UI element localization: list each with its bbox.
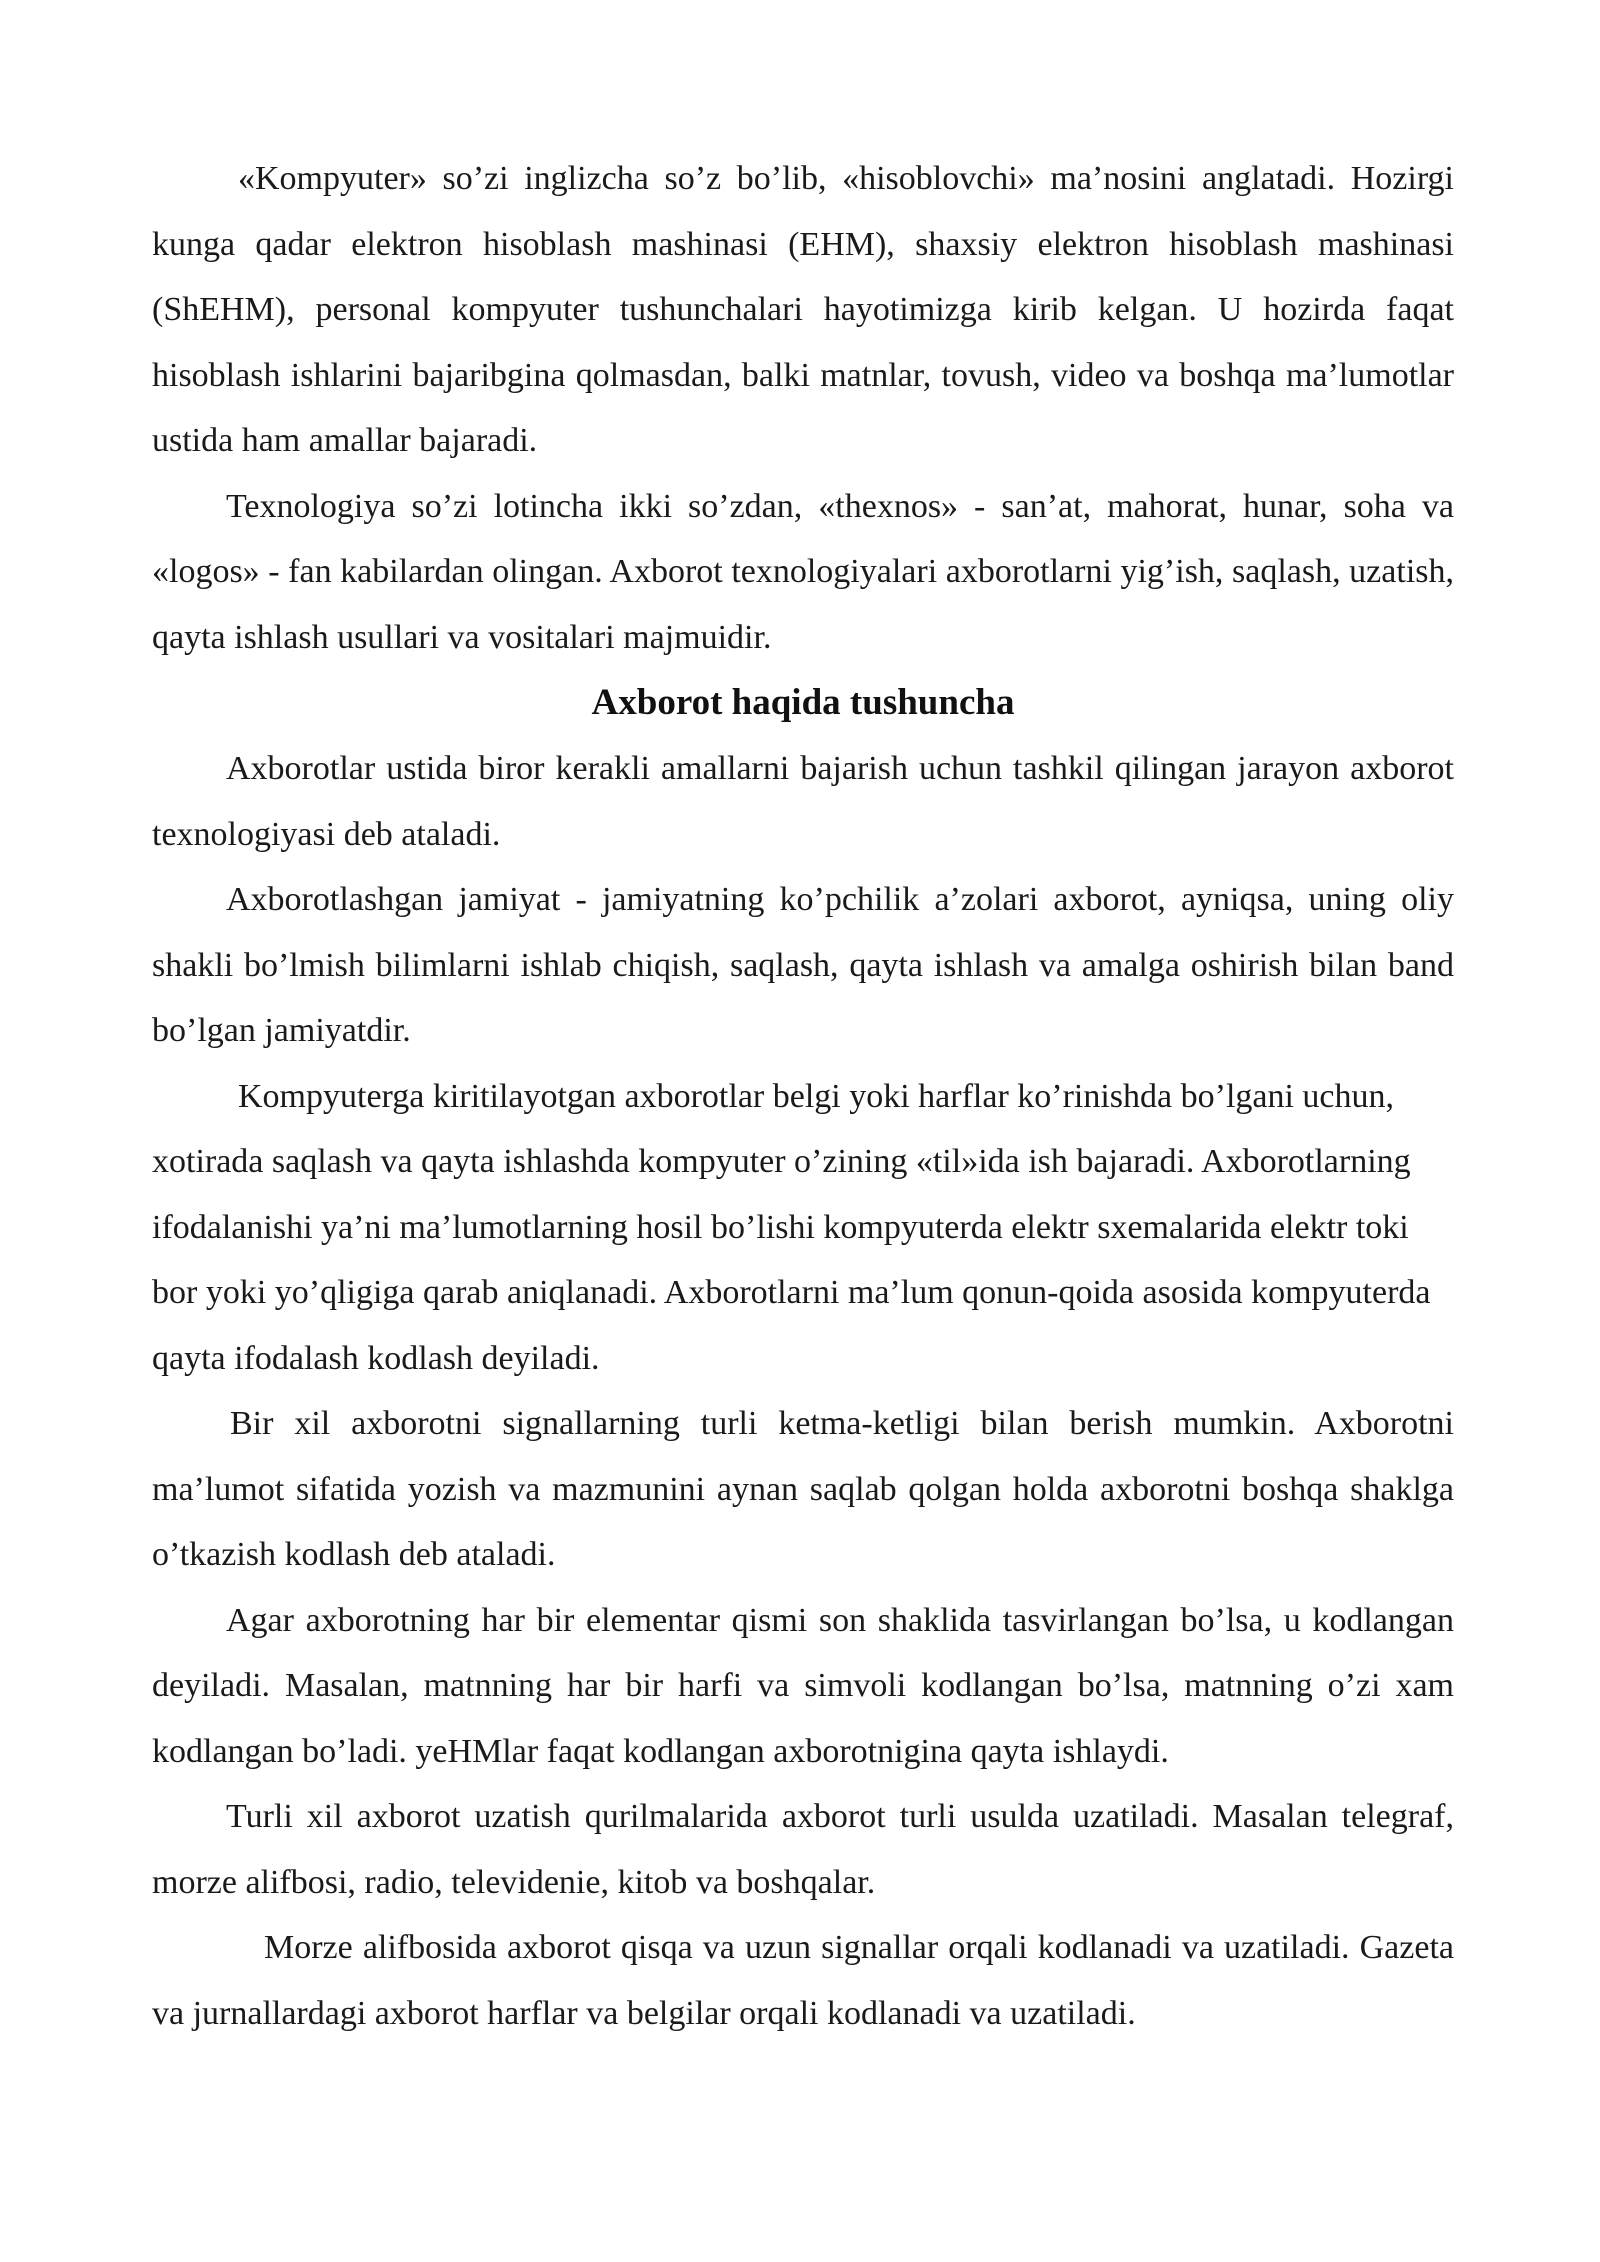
paragraph-kompyuter-definition: «Kompyuter» so’zi inglizcha so’z bo’lib, «hisoblovchi» ma’nosini anglatadi. Hozirgi kunga qadar elektron hisoblash mashinasi (EHM), shaxsiy elektron hisoblash mashinasi (ShEHM), personal kompyuter tushunchalari hayotimizga kirib kelgan. U hozirda faqat hisoblash ishlarini bajaribgina qolmasdan, balki matnlar, tovush, video va boshqa ma’lumotlar ustida ham amallar bajaradi. [152,160,1454,459]
paragraph-kodlash: Bir xil axborotni signallarning turli ketma-ketligi bilan berish mumkin. Axborotni ma’lumot sifatida yozish va mazmunini aynan saqlab qolgan holda axborotni boshqa shaklga o’tkazish kodlash deb ataladi. [152,1405,1454,1573]
paragraph-kodlangan: Agar axborotning har bir elementar qismi son shaklida tasvirlangan bo’lsa, u kodlangan deyiladi. Masalan, matnning har bir harfi va simvoli kodlangan bo’lsa, matnning o’zi xam kodlangan bo’ladi. yeHMlar faqat kodlangan axborotnigina qayta ishlaydi. [152,1601,1454,1770]
paragraph-uzatish-qurilmalari: Turli xil axborot uzatish qurilmalarida axborot turli usulda uzatiladi. Masalan telegraf, morze alifbosi, radio, televidenie, kitob va boshqalar. [152,1798,1454,1901]
document-body [152,146,1454,2046]
paragraph-morze: Morze alifbosida axborot qisqa va uzun signallar orqali kodlanadi va uzatiladi. Gazeta va jurnallardagi axborot harflar va belgilar orqali kodlanadi va uzatiladi. [152,1929,1454,2032]
section-heading: Axborot haqida tushuncha [591,682,1015,723]
paragraph-axborot-texnologiyasi: Axborotlar ustida biror kerakli amallarni bajarish uchun tashkil qilingan jarayon axborot texnologiyasi deb ataladi. [152,750,1454,853]
paragraph-axborotlashgan-jamiyat: Axborotlashgan jamiyat - jamiyatning ko’pchilik a’zolari axborot, ayniqsa, uning oliy shakli bo’lmish bilimlarni ishlab chiqish, saqlash, qayta ishlash va amalga oshirish bilan band bo’lgan jamiyatdir. [152,881,1454,1049]
paragraph-kompyuter-til: Kompyuterga kiritilayotgan axborotlar belgi yoki harflar ko’rinishda bo’lgani uchun, xotirada saqlash va qayta ishlashda kompyuter o’zining «til»ida ish bajaradi. Axborotlarning ifodalanishi ya’ni ma’lumotlarning hosil bo’lishi kompyuterda elektr sxemalarida elektr toki bor yoki yo’qligiga qarab aniqlanadi. Axborotlarni ma’lum qonun-qoida asosida kompyuterda qayta ifodalash kodlash deyiladi. [152,1077,1431,1377]
paragraph-texnologiya-definition: Texnologiya so’zi lotincha ikki so’zdan, «thexnos» - san’at, mahorat, hunar, soha va «logos» - fan kabilardan olingan. Axborot texnologiyalari axborotlarni yig’ish, saqlash, uzatish, qayta ishlash usullari va vositalari majmuidir. [152,487,1454,656]
